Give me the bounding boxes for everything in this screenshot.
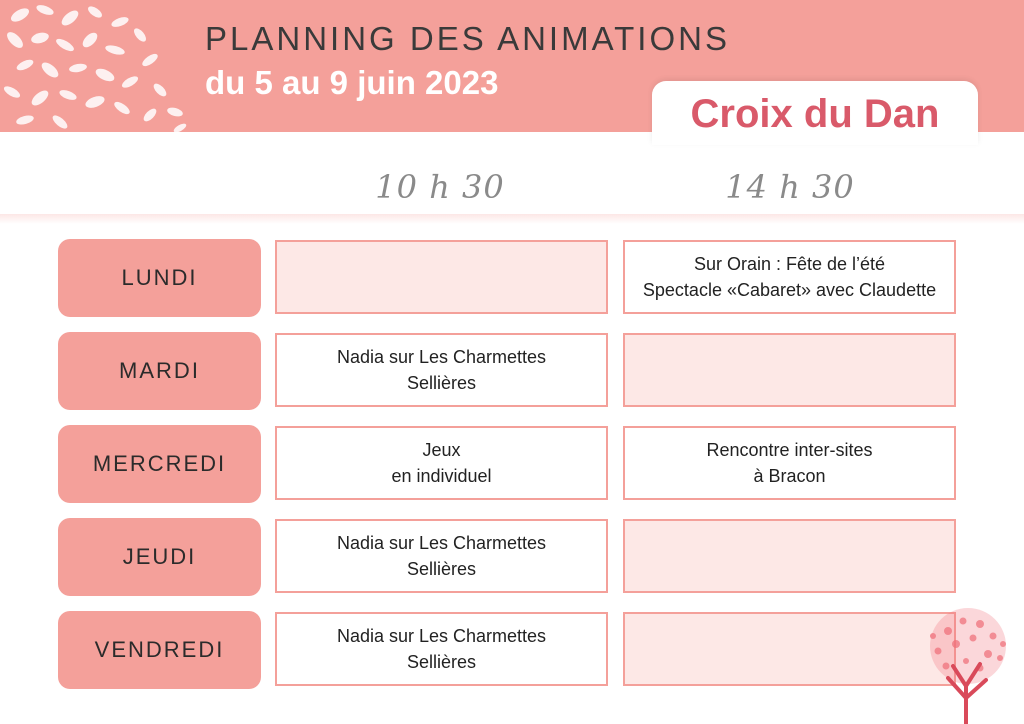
day-name: MERCREDI [92,451,227,476]
activity-line: Sellières [406,652,477,672]
divider [0,214,1024,224]
activity-cell-morning [275,612,608,686]
activity-cell-afternoon [623,612,956,686]
time-header-morning: 10 h 30 [375,168,505,206]
activity-cell-afternoon [623,333,956,407]
day-name: LUNDI [121,265,198,290]
day-label-vendredi [58,611,261,689]
activity-line: en individuel [391,466,492,486]
tree-icon [918,606,1018,724]
day-name: VENDREDI [94,637,225,662]
activity-line: Nadia sur Les Charmettes [336,347,547,367]
activity-cell-morning [275,426,608,500]
site-name: Croix du Dan [690,92,940,136]
day-label-mardi [58,332,261,410]
activity-line: Nadia sur Les Charmettes [336,626,547,646]
activity-line: Nadia sur Les Charmettes [336,533,547,553]
activity-cell-afternoon [623,240,956,314]
activity-line: Jeux [422,440,461,460]
day-name: MARDI [119,358,200,383]
activity-cell-afternoon [623,519,956,593]
activity-line: à Bracon [753,466,826,486]
activity-cell-morning [275,519,608,593]
day-name: JEUDI [122,544,197,569]
activity-cell-afternoon [623,426,956,500]
activity-line: Sellières [406,559,477,579]
day-label-lundi [58,239,261,317]
activity-cell-morning [275,333,608,407]
time-header-afternoon: 14 h 30 [725,168,855,206]
activity-line: Spectacle «Cabaret» avec Claudette [642,280,937,300]
date-range: du 5 au 9 juin 2023 [205,64,499,101]
leaf-pattern-icon [0,0,200,132]
activity-line: Sur Orain : Fête de l’été [693,254,886,274]
day-label-mercredi [58,425,261,503]
activity-cell-morning [275,240,608,314]
activity-line: Sellières [406,373,477,393]
page-title: PLANNING DES ANIMATIONS [205,20,730,57]
site-tab [652,81,978,145]
activity-line: Rencontre inter-sites [706,440,873,460]
day-label-jeudi [58,518,261,596]
